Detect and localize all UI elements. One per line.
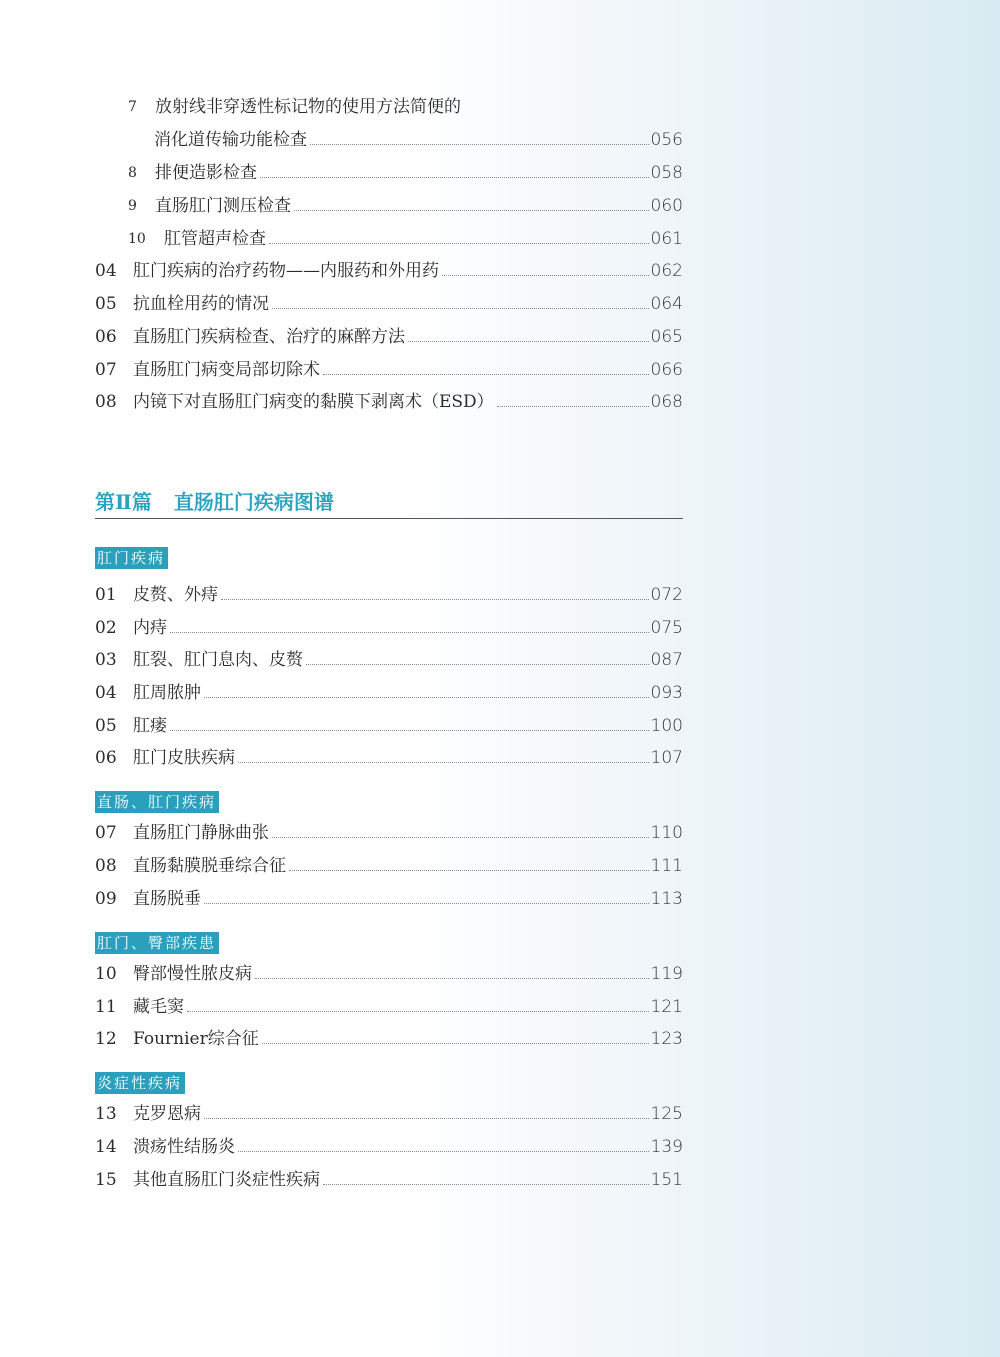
dot-leader — [306, 663, 649, 665]
toc-entry[interactable] — [0, 816, 683, 844]
toc-entry[interactable] — [0, 353, 683, 381]
toc-entry-number: 9 — [128, 198, 137, 214]
dot-leader — [204, 1117, 649, 1119]
toc-entry[interactable] — [0, 90, 683, 118]
toc-entry-number: 11 — [95, 997, 117, 1017]
toc-entry-number: 10 — [128, 231, 146, 247]
part-heading — [95, 486, 334, 515]
toc-entry[interactable] — [0, 882, 683, 910]
toc-entry[interactable] — [0, 123, 683, 151]
toc-entry-page: 111 — [650, 856, 683, 876]
toc-entry-page: 061 — [650, 229, 683, 249]
toc-entry[interactable] — [0, 990, 683, 1018]
toc-entry-title: 肛瘘 — [133, 716, 167, 736]
dot-leader — [238, 761, 649, 763]
toc-entry-number: 05 — [95, 294, 117, 314]
toc-entry-page: 066 — [650, 360, 683, 380]
toc-entry-title: 消化道传输功能检查 — [154, 130, 307, 150]
toc-entry[interactable] — [0, 1022, 683, 1050]
toc-entry-number: 01 — [95, 585, 117, 605]
dot-leader — [408, 340, 649, 342]
toc-entry-page: 062 — [650, 261, 683, 281]
toc-entry[interactable] — [0, 578, 683, 606]
toc-entry-title: 其他直肠肛门炎症性疾病 — [133, 1170, 320, 1190]
toc-entry-page: 139 — [650, 1137, 683, 1157]
toc-entry-title: 肛门皮肤疾病 — [133, 748, 235, 768]
toc-entry-title: 直肠肛门静脉曲张 — [133, 823, 269, 843]
dot-leader — [294, 209, 649, 211]
toc-entry-number: 09 — [95, 889, 117, 909]
dot-leader — [170, 729, 649, 731]
toc-entry-title: 溃疡性结肠炎 — [133, 1137, 235, 1157]
toc-entry-page: 107 — [650, 748, 683, 768]
toc-entry-number: 03 — [95, 650, 117, 670]
dot-leader — [170, 631, 649, 633]
toc-entry-title: 直肠肛门病变局部切除术 — [133, 360, 320, 380]
section-label: 肛门、臀部疾患 — [95, 932, 219, 954]
toc-entry-number: 13 — [95, 1104, 117, 1124]
toc-entry-page: 100 — [650, 716, 683, 736]
dot-leader — [442, 274, 649, 276]
toc-entry-number: 8 — [128, 165, 137, 181]
toc-entry-title: 直肠肛门疾病检查、治疗的麻醉方法 — [133, 327, 405, 347]
toc-entry[interactable] — [0, 156, 683, 184]
dot-leader — [310, 143, 649, 145]
dot-leader — [323, 1183, 649, 1185]
toc-entry[interactable] — [0, 287, 683, 315]
toc-entry-number: 06 — [95, 748, 117, 768]
toc-entry[interactable] — [0, 385, 683, 413]
toc-entry-page: 151 — [650, 1170, 683, 1190]
toc-entry-page: 068 — [650, 392, 683, 412]
dot-leader — [204, 902, 649, 904]
toc-entry-number: 10 — [95, 964, 117, 984]
toc-entry-page: 121 — [650, 997, 683, 1017]
dot-leader — [289, 869, 649, 871]
toc-entry[interactable] — [0, 957, 683, 985]
toc-entry-page: 075 — [650, 618, 683, 638]
toc-entry-page: 123 — [650, 1029, 683, 1049]
part-title: 直肠肛门疾病图谱 — [173, 490, 334, 514]
toc-entry-number: 05 — [95, 716, 117, 736]
toc-entry-number: 7 — [128, 99, 137, 115]
toc-entry-title: 直肠脱垂 — [133, 889, 201, 909]
dot-leader — [497, 405, 649, 407]
toc-entry-page: 072 — [650, 585, 683, 605]
toc-entry[interactable] — [0, 1163, 683, 1191]
section-label: 肛门疾病 — [95, 547, 168, 569]
toc-entry-title: 肛管超声检查 — [164, 229, 266, 249]
toc-entry[interactable] — [0, 1097, 683, 1125]
toc-entry-title: 排便造影检查 — [155, 163, 257, 183]
toc-entry-number: 02 — [95, 618, 117, 638]
toc-entry-page: 119 — [650, 964, 683, 984]
part-label: 第Ⅱ篇 — [95, 490, 152, 514]
toc-entry[interactable] — [0, 320, 683, 348]
dot-leader — [255, 977, 649, 979]
toc-entry-title: 臀部慢性脓皮病 — [133, 964, 252, 984]
toc-entry-title: Fournier综合征 — [133, 1029, 259, 1049]
toc-entry[interactable] — [0, 254, 683, 282]
toc-entry[interactable] — [0, 611, 683, 639]
toc-entry-page: 125 — [650, 1104, 683, 1124]
dot-leader — [269, 242, 649, 244]
dot-leader — [187, 1010, 649, 1012]
part-divider — [95, 518, 683, 519]
toc-entry-number: 06 — [95, 327, 117, 347]
toc-entry[interactable] — [0, 741, 683, 769]
toc-entry-number: 08 — [95, 856, 117, 876]
toc-entry-title: 抗血栓用药的情况 — [133, 294, 269, 314]
toc-entry-number: 15 — [95, 1170, 117, 1190]
toc-entry-number: 07 — [95, 360, 117, 380]
toc-entry-page: 056 — [650, 130, 683, 150]
toc-entry-number: 12 — [95, 1029, 117, 1049]
dot-leader — [262, 1042, 649, 1044]
toc-entry-title: 直肠肛门测压检查 — [155, 196, 291, 216]
toc-entry-title: 肛周脓肿 — [133, 683, 201, 703]
toc-entry[interactable] — [0, 1130, 683, 1158]
toc-entry-page: 087 — [650, 650, 683, 670]
dot-leader — [221, 598, 649, 600]
toc-entry-title: 内痔 — [133, 618, 167, 638]
toc-entry-number: 07 — [95, 823, 117, 843]
dot-leader — [323, 373, 649, 375]
dot-leader — [260, 176, 649, 178]
toc-entry-title: 直肠黏膜脱垂综合征 — [133, 856, 286, 876]
toc-entry[interactable] — [0, 709, 683, 737]
toc-entry-title: 克罗恩病 — [133, 1104, 201, 1124]
toc-entry-title: 放射线非穿透性标记物的使用方法简便的 — [155, 97, 461, 117]
toc-entry-page: 113 — [650, 889, 683, 909]
toc-entry-page: 110 — [650, 823, 683, 843]
toc-entry-page: 058 — [650, 163, 683, 183]
toc-entry-number: 14 — [95, 1137, 117, 1157]
toc-entry-title: 藏毛窦 — [133, 997, 184, 1017]
dot-leader — [204, 696, 649, 698]
dot-leader — [272, 836, 649, 838]
toc-entry-number: 04 — [95, 261, 117, 281]
dot-leader — [238, 1150, 649, 1152]
dot-leader — [272, 307, 649, 309]
toc-entry-page: 064 — [650, 294, 683, 314]
toc-entry-title: 皮赘、外痔 — [133, 585, 218, 605]
toc-entry-number: 04 — [95, 683, 117, 703]
toc-entry-page: 093 — [650, 683, 683, 703]
toc-entry[interactable] — [0, 849, 683, 877]
toc-entry[interactable] — [0, 643, 683, 671]
toc-entry[interactable] — [0, 222, 683, 250]
toc-entry-title: 内镜下对直肠肛门病变的黏膜下剥离术（ESD） — [133, 392, 494, 412]
toc-entry[interactable] — [0, 189, 683, 217]
section-label: 炎症性疾病 — [95, 1072, 185, 1094]
toc-entry-title: 肛裂、肛门息肉、皮赘 — [133, 650, 303, 670]
section-label: 直肠、肛门疾病 — [95, 791, 219, 813]
toc-entry[interactable] — [0, 676, 683, 704]
toc-entry-title: 肛门疾病的治疗药物——内服药和外用药 — [133, 261, 439, 281]
toc-entry-page: 065 — [650, 327, 683, 347]
toc-entry-page: 060 — [650, 196, 683, 216]
toc-entry-number: 08 — [95, 392, 117, 412]
